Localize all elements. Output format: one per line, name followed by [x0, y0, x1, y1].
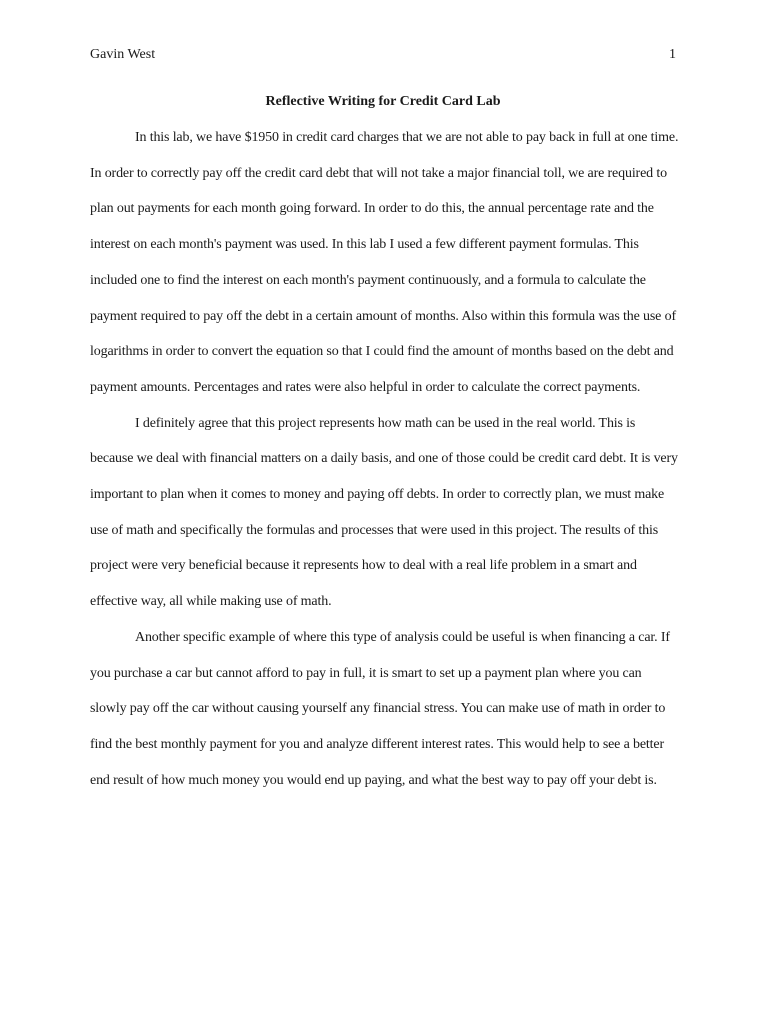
header-author: Gavin West — [90, 47, 156, 62]
paragraph-3: Another specific example of where this type of analysis could be useful is when financing a car. If you purchase a car but cannot afford to pay in full, it is smart to set up a payment plan where you can slowly pay off the car without causing yourself any financial stress. You can make use of math in order to find the best monthly payment for you and analyze different interest rates. This would help to see a better end result of how much money you would end up paying, and what the best way to pay off your debt is. — [90, 629, 670, 788]
paragraph-2: I definitely agree that this project represents how math can be used in the real world. This is because we deal with financial matters on a daily basis, and one of those could be credit card debt. It is very important to plan when it comes to money and paying off debts. In order to correctly plan, we must make use of math and specifically the formulas and processes that were used in this project. The results of this project were very beneficial because it represents how to deal with a real life problem in a smart and effective way, all while making use of math. — [90, 415, 678, 610]
header-page-number: 1 — [669, 47, 676, 62]
document-body — [90, 120, 680, 798]
paragraph-1: In this lab, we have $1950 in credit card charges that we are not able to pay back in full at one time. In order to correctly pay off the credit card debt that will not take a major financial toll, we are required to plan out payments for each month going forward. In order to do this, the annual percentage rate and the interest on each month's payment was used. In this lab I used a few different payment formulas. This included one to find the interest on each month's payment continuously, and a formula to calculate the payment required to pay off the debt in a certain amount of months. Also within this formula was the use of logarithms in order to convert the equation so that I could find the amount of months based on the debt and payment amounts. Percentages and rates were also helpful in order to calculate the correct payments. — [90, 130, 679, 395]
running-header — [90, 45, 676, 65]
document-title: Reflective Writing for Credit Card Lab — [265, 94, 501, 109]
